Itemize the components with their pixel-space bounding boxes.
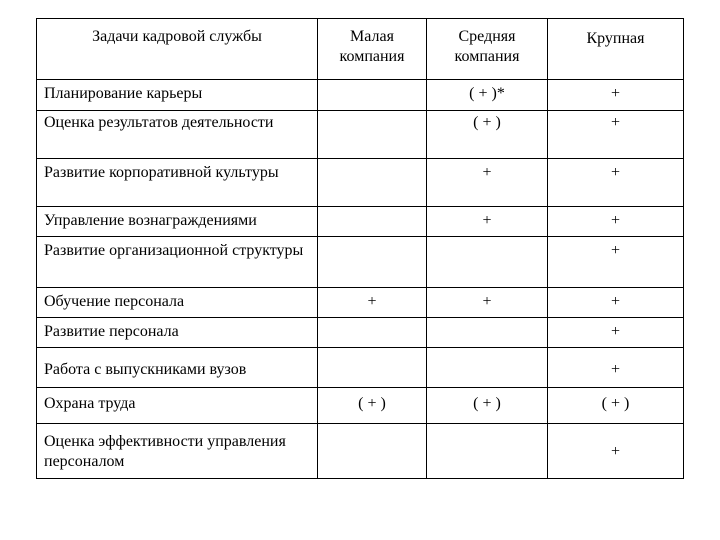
task-cell: Оценка результатов деятельности — [37, 111, 318, 159]
task-cell: Развитие персонала — [37, 318, 318, 348]
large-cell: ( + ) — [548, 388, 684, 424]
medium-cell: ( + ) — [427, 111, 548, 159]
medium-cell — [427, 318, 548, 348]
task-cell: Обучение персонала — [37, 288, 318, 318]
table-row — [37, 348, 684, 388]
small-cell — [318, 237, 427, 288]
small-cell — [318, 348, 427, 388]
table-row — [37, 318, 684, 348]
table-row — [37, 388, 684, 424]
medium-cell — [427, 348, 548, 388]
large-cell: + — [548, 207, 684, 237]
small-cell: + — [318, 288, 427, 318]
task-cell: Развитие корпоративной культуры — [37, 159, 318, 207]
small-cell — [318, 318, 427, 348]
small-cell — [318, 207, 427, 237]
large-cell: + — [548, 424, 684, 479]
table-row — [37, 424, 684, 479]
medium-cell — [427, 237, 548, 288]
large-cell: + — [548, 348, 684, 388]
task-cell: Управление вознаграждениями — [37, 207, 318, 237]
large-cell: + — [548, 288, 684, 318]
large-cell: + — [548, 80, 684, 111]
large-cell: + — [548, 159, 684, 207]
medium-cell: + — [427, 207, 548, 237]
task-cell: Развитие организационной структуры — [37, 237, 318, 288]
hr-tasks-table — [36, 18, 684, 479]
medium-cell — [427, 424, 548, 479]
task-cell: Работа с выпускниками вузов — [37, 348, 318, 388]
large-cell: + — [548, 318, 684, 348]
medium-cell: + — [427, 159, 548, 207]
medium-cell: ( + )* — [427, 80, 548, 111]
task-cell: Оценка эффективности управления персоналом — [37, 424, 318, 479]
small-cell — [318, 80, 427, 111]
large-cell: + — [548, 111, 684, 159]
table-row — [37, 111, 684, 159]
header-small-company: Малая компания — [318, 19, 427, 80]
small-cell — [318, 159, 427, 207]
table-row — [37, 80, 684, 111]
medium-cell: ( + ) — [427, 388, 548, 424]
task-cell: Охрана труда — [37, 388, 318, 424]
large-cell: + — [548, 237, 684, 288]
header-medium-company: Средняя компания — [427, 19, 548, 80]
task-cell: Планирование карьеры — [37, 80, 318, 111]
table-row — [37, 288, 684, 318]
table-row — [37, 207, 684, 237]
header-tasks: Задачи кадровой службы — [37, 19, 318, 80]
header-large-company: Крупная — [548, 19, 684, 80]
table-row — [37, 159, 684, 207]
small-cell — [318, 111, 427, 159]
table-header-row — [37, 19, 684, 80]
medium-cell: + — [427, 288, 548, 318]
small-cell — [318, 424, 427, 479]
small-cell: ( + ) — [318, 388, 427, 424]
table-row — [37, 237, 684, 288]
